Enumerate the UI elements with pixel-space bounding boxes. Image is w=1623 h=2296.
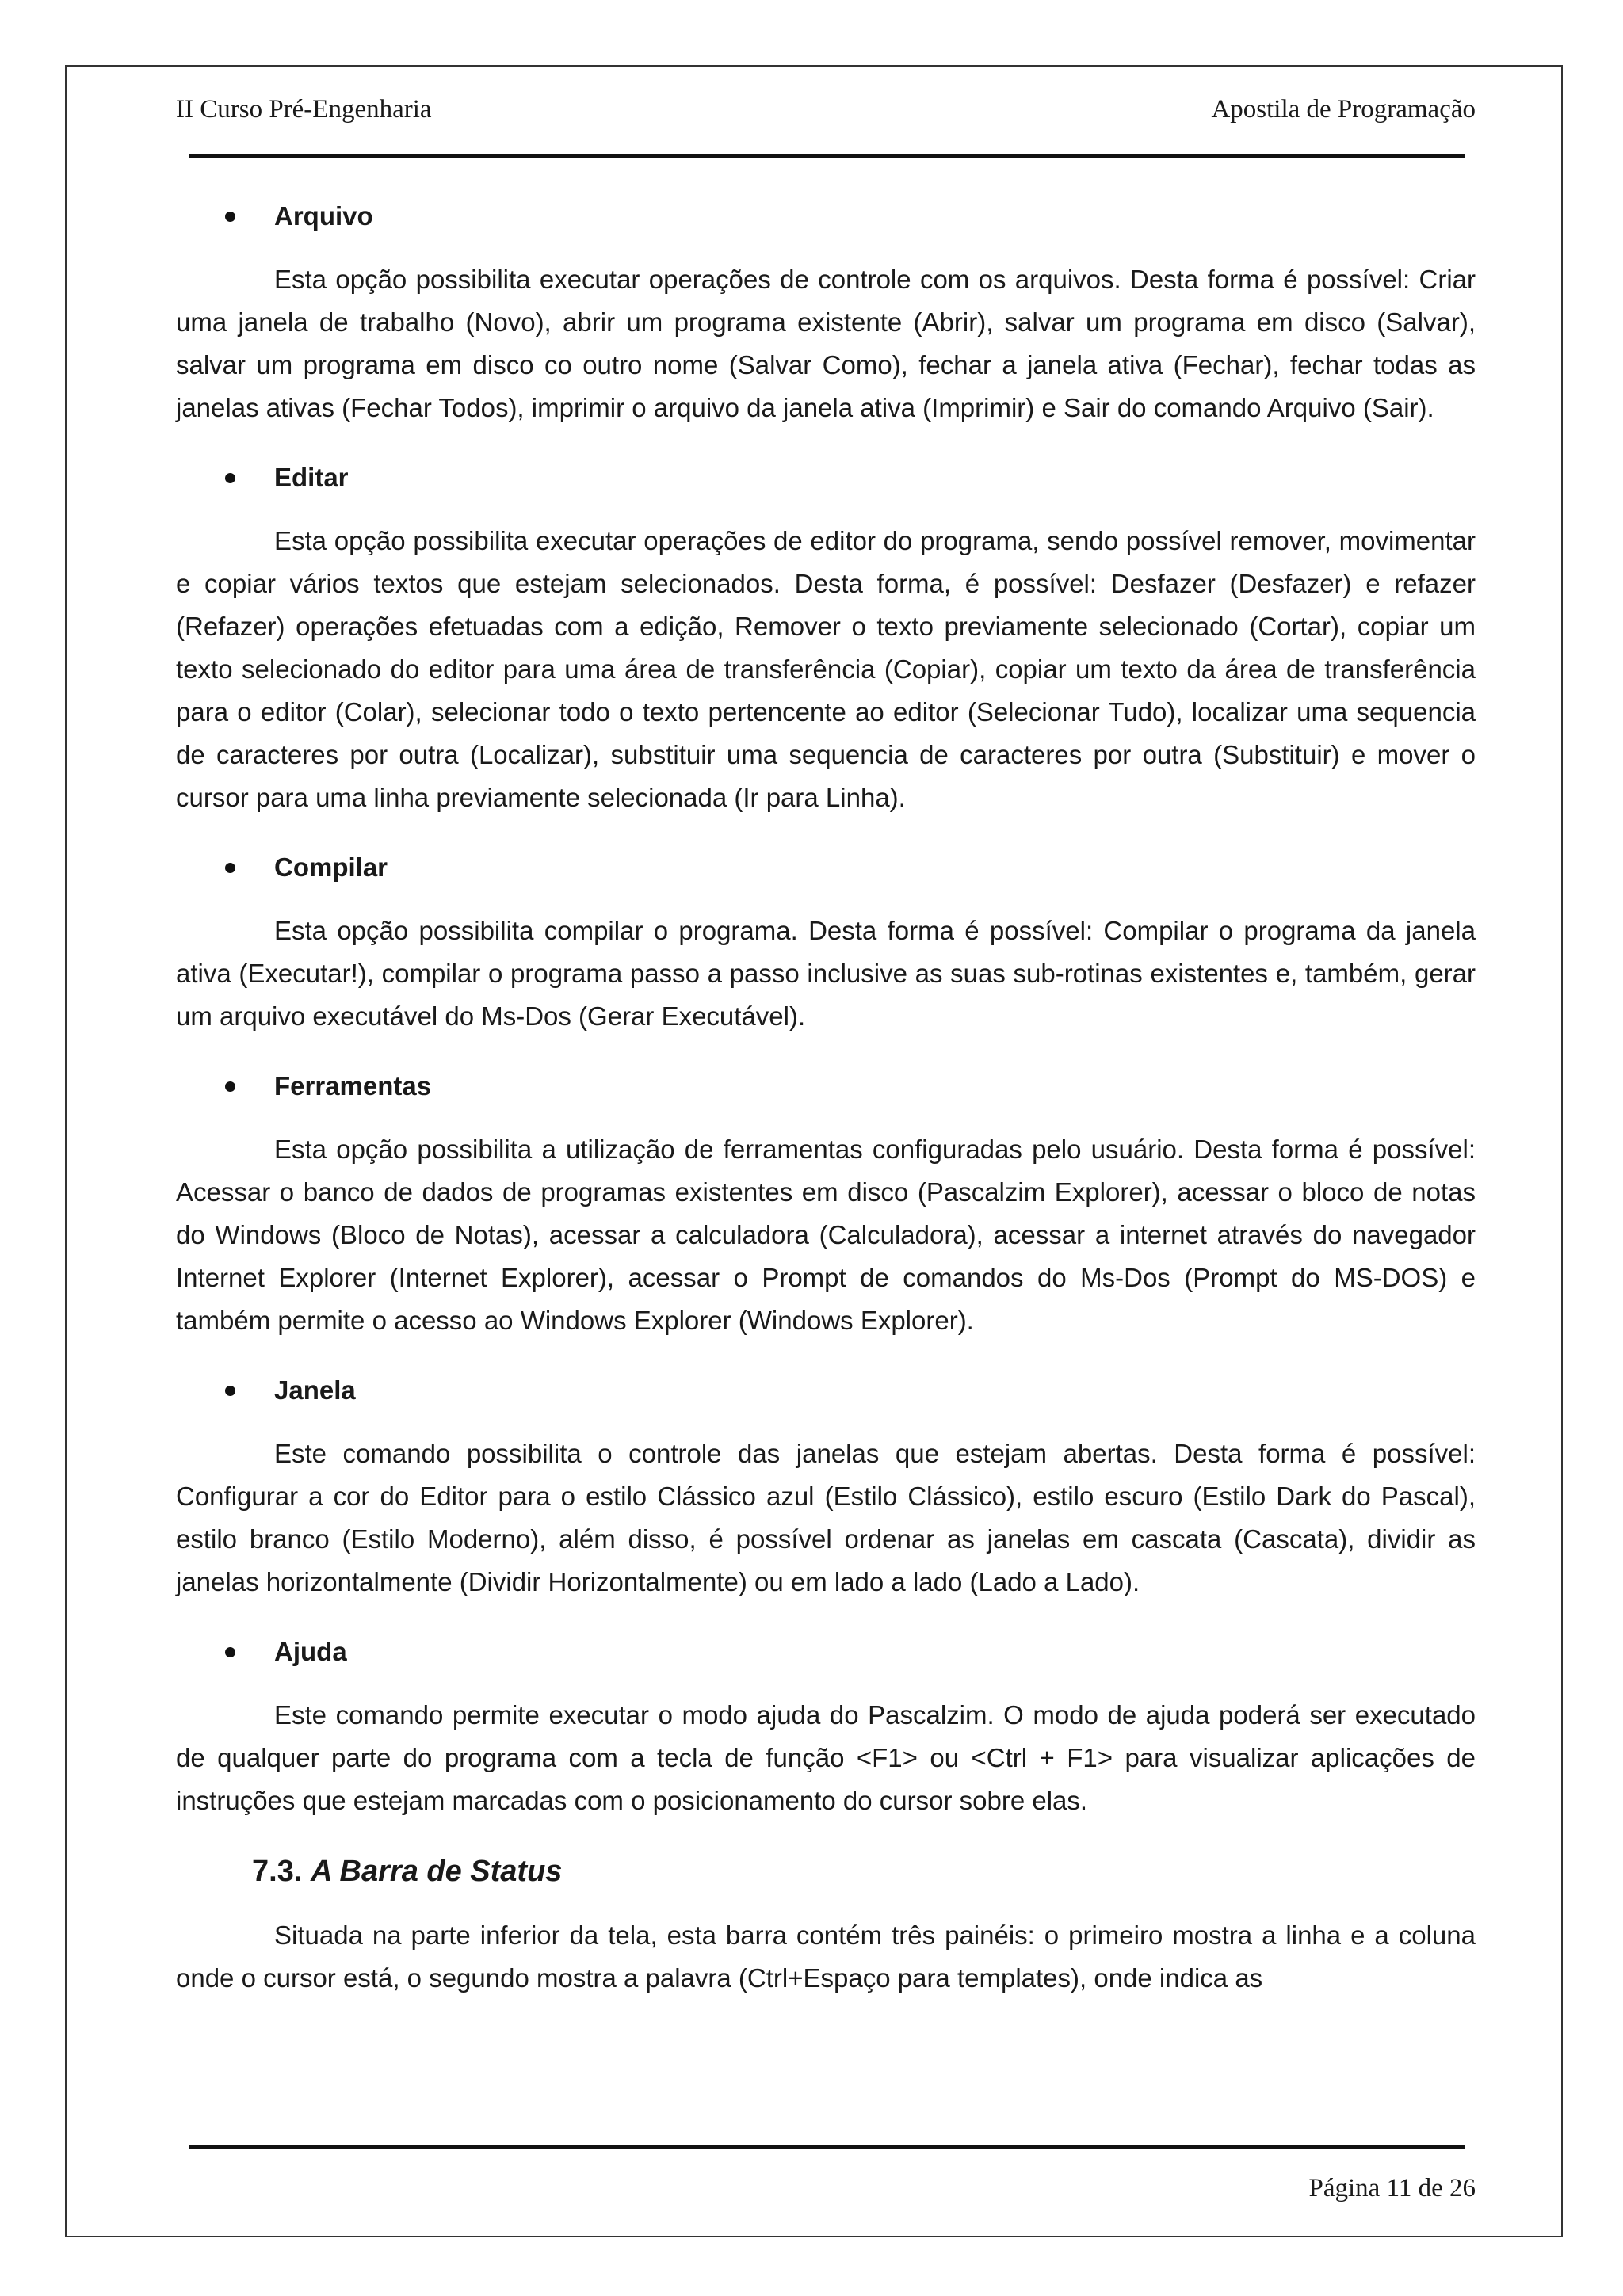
section-title-text: Ferramentas bbox=[274, 1071, 432, 1100]
bullet-icon bbox=[225, 473, 235, 483]
bullet-icon bbox=[225, 1647, 235, 1657]
page-header bbox=[176, 95, 1476, 130]
section-text-janela: Este comando possibilita o controle das janelas que estejam abertas. Desta forma é possível: Configurar a cor do Editor para o estilo Clássico azul (Estilo Clássico), estilo escuro (Estilo Dark do Pascal), estilo branco (Estilo Moderno), além disso, é possível ordenar as janelas em cascata (Cascata), dividir as janelas horizontalmente (Dividir Horizontalmente) ou em lado a lado (Lado a Lado). bbox=[176, 1439, 1476, 1596]
section-text-arquivo: Esta opção possibilita executar operações de controle com os arquivos. Desta forma é possível: Criar uma janela de trabalho (Novo), abrir um programa existente (Abrir), salvar um programa em disco (Salvar), salvar um programa em disco co outro nome (Salvar Como), fechar a janela ativa (Fechar), fechar todas as janelas ativas (Fechar Todos), imprimir o arquivo da janela ativa (Imprimir) e Sair do comando Arquivo (Sair). bbox=[176, 265, 1476, 422]
header-rule bbox=[189, 154, 1465, 158]
section-title-text: Arquivo bbox=[274, 201, 373, 231]
section-text-compilar: Esta opção possibilita compilar o programa. Desta forma é possível: Compilar o programa da janela ativa (Executar!), compilar o programa passo a passo inclusive as suas sub-rotinas existentes e, também, gerar um arquivo executável do Ms-Dos (Gerar Executável). bbox=[176, 916, 1476, 1031]
bullet-icon bbox=[225, 212, 235, 222]
section-title-arquivo bbox=[176, 195, 1476, 238]
footer-rule bbox=[189, 2145, 1465, 2149]
header-course-title: II Curso Pré-Engenharia bbox=[176, 95, 432, 124]
section-text-ferramentas: Esta opção possibilita a utilização de ferramentas configuradas pelo usuário. Desta forma é possível: Acessar o banco de dados de programas existentes em disco (Pascalzim Explorer), acessar o bloco de notas do Windows (Bloco de Notas), acessar a calculadora (Calculadora), acessar a internet através do navegador Internet Explorer (Internet Explorer), acessar o Prompt de comandos do Ms-Dos (Prompt do MS-DOS) e também permite o acesso ao Windows Explorer (Windows Explorer). bbox=[176, 1135, 1476, 1335]
bullet-icon bbox=[225, 863, 235, 873]
page-content bbox=[176, 195, 1476, 2027]
section-text-ajuda: Este comando permite executar o modo ajuda do Pascalzim. O modo de ajuda poderá ser executado de qualquer parte do programa com a tecla de função <F1> ou <Ctrl + F1> para visualizar aplicações de instruções que estejam marcadas com o posicionamento do cursor sobre elas. bbox=[176, 1700, 1476, 1815]
section-title-editar bbox=[176, 456, 1476, 499]
header-document-title: Apostila de Programação bbox=[1211, 95, 1476, 124]
subsection-heading bbox=[176, 1849, 1476, 1894]
section-title-compilar bbox=[176, 846, 1476, 889]
section-title-janela bbox=[176, 1369, 1476, 1412]
section-title-ajuda bbox=[176, 1630, 1476, 1673]
subsection-number: 7.3. bbox=[252, 1855, 303, 1888]
bullet-icon bbox=[225, 1386, 235, 1396]
subsection-text: Situada na parte inferior da tela, esta barra contém três painéis: o primeiro mostra a linha e a coluna onde o cursor está, o segundo mostra a palavra (Ctrl+Espaço para templates), onde indica as bbox=[176, 1920, 1476, 1993]
subsection-title: A Barra de Status bbox=[310, 1855, 563, 1888]
page-number: Página 11 de 26 bbox=[1308, 2174, 1476, 2203]
section-title-text: Editar bbox=[274, 463, 349, 492]
bullet-icon bbox=[225, 1081, 235, 1092]
section-title-text: Ajuda bbox=[274, 1637, 347, 1666]
section-title-ferramentas bbox=[176, 1065, 1476, 1108]
section-text-editar: Esta opção possibilita executar operações de editor do programa, sendo possível remover, movimentar e copiar vários textos que estejam selecionados. Desta forma, é possível: Desfazer (Desfazer) e refazer (Refazer) operações efetuadas com a edição, Remover o texto previamente selecionado (Cortar), copiar um texto selecionado do editor para uma área de transferência (Copiar), copiar um texto da área de transferência para o editor (Colar), selecionar todo o texto pertencente ao editor (Selecionar Tudo), localizar uma sequencia de caracteres por outra (Localizar), substituir uma sequencia de caracteres por outra (Substituir) e mover o cursor para uma linha previamente selecionada (Ir para Linha). bbox=[176, 526, 1476, 812]
section-title-text: Compilar bbox=[274, 852, 388, 882]
section-title-text: Janela bbox=[274, 1375, 356, 1405]
